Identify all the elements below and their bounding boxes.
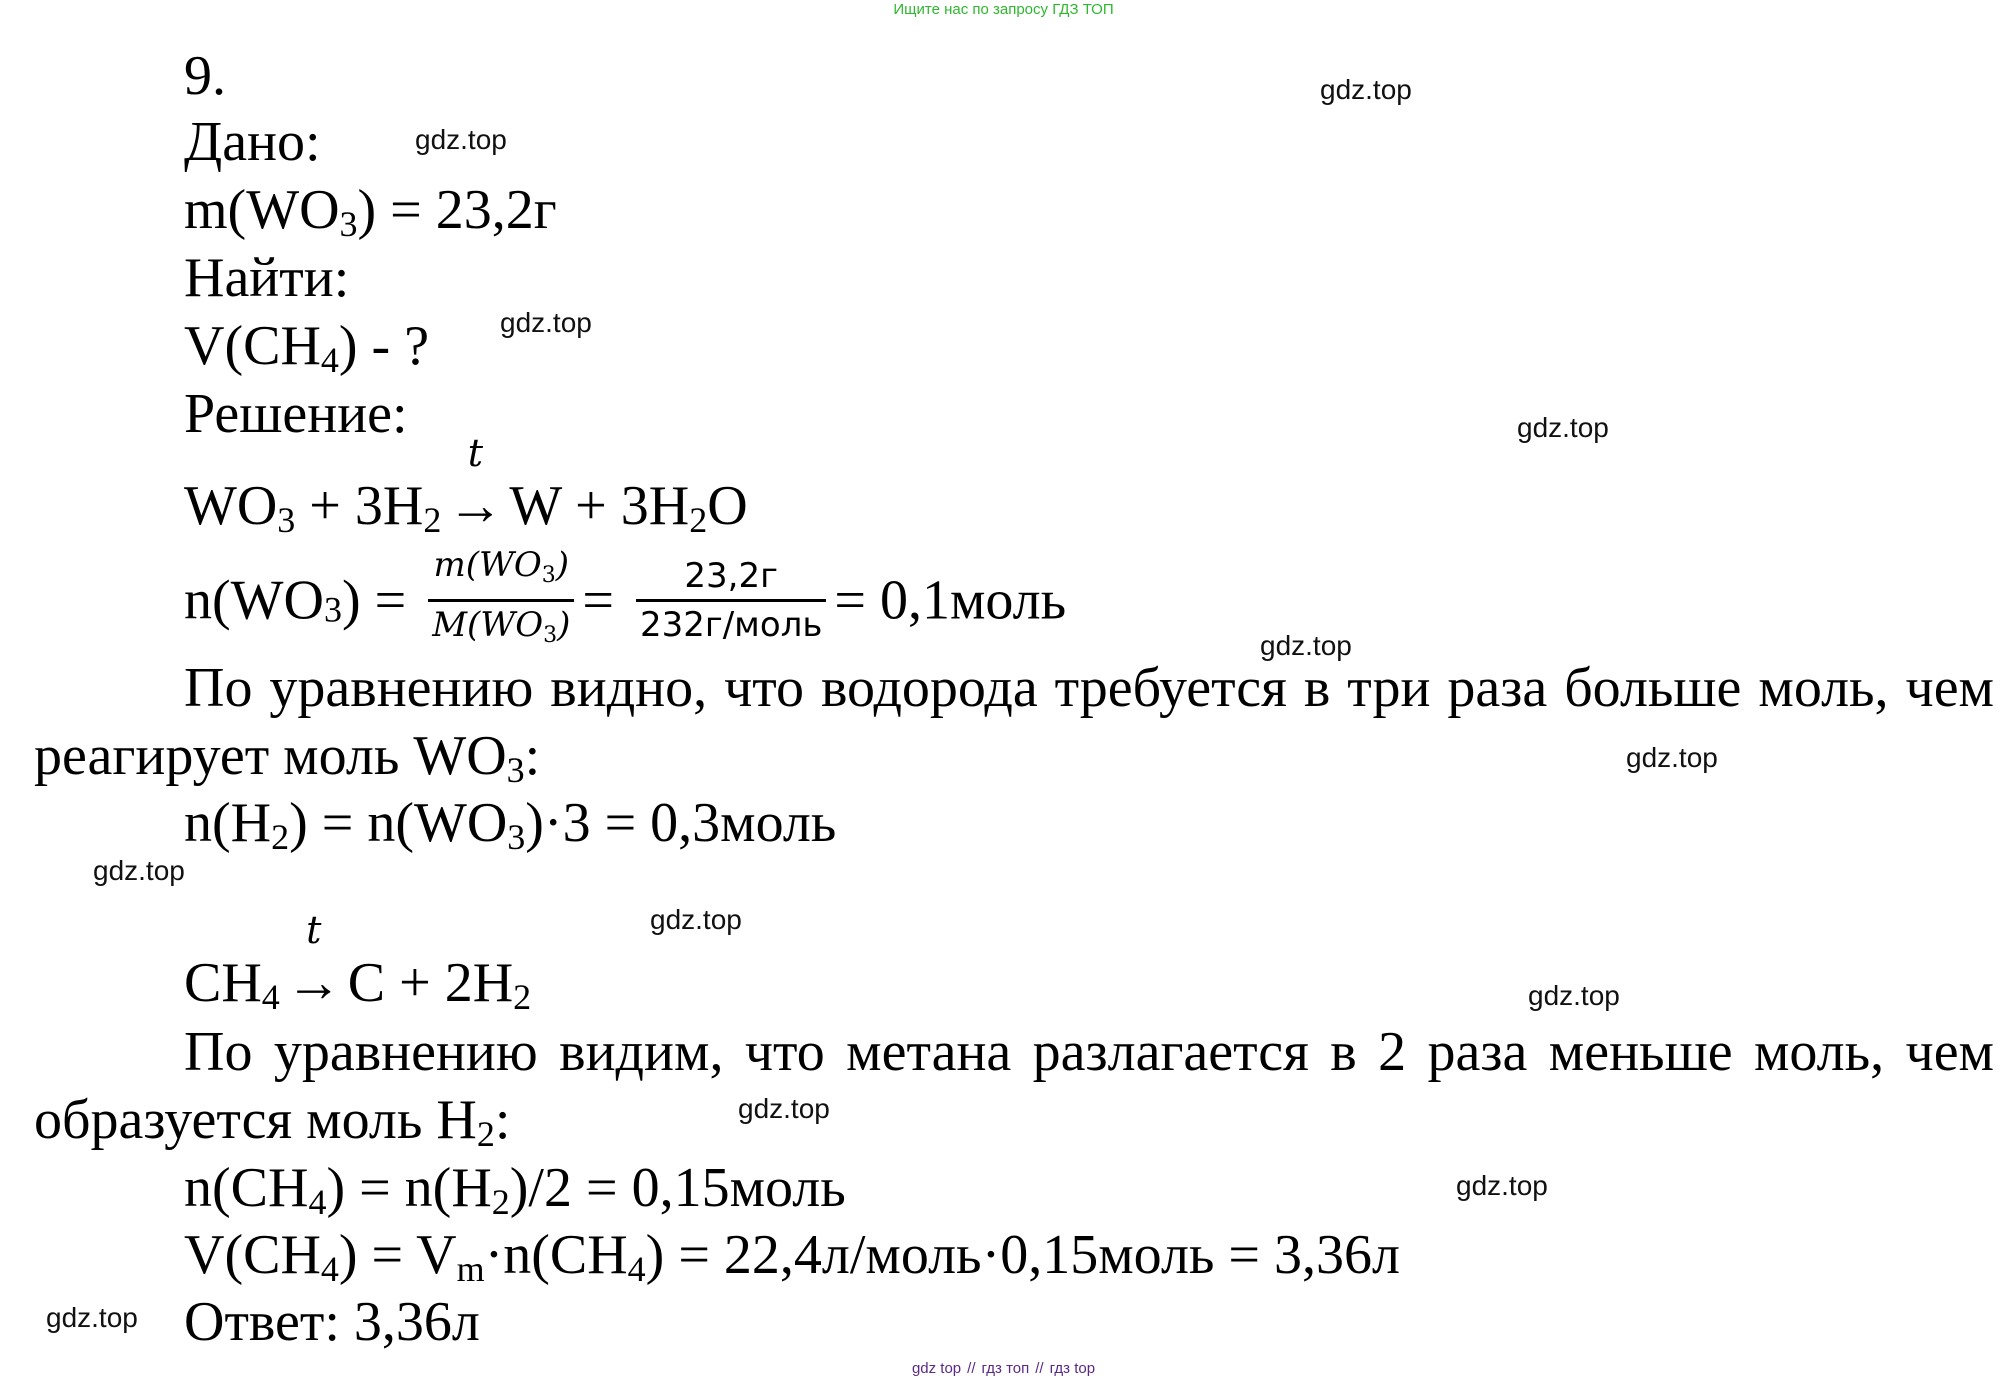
watermark: gdz.top: [415, 124, 507, 155]
explanation-paragraph-2: По уравнению видим, что метана разлагается в 2 раза меньше моль, чем образуется моль $H_2$:: [34, 1021, 1994, 1154]
calc-n-wo3: $n(WO_3)$ = $\frac{m(WO3)}{M(WO3)}$ = $\frac{23,2г}{\text{232г/моль}}$ = 0,1моль: [184, 542, 1066, 659]
footer-separator: //: [967, 1360, 976, 1377]
watermark: gdz.top: [1260, 630, 1352, 661]
fraction-values: $\frac{23,2г}{\text{232г/моль}}$: [636, 553, 826, 648]
footer-link[interactable]: гдз top: [1049, 1360, 1096, 1377]
footer-link[interactable]: гдз топ: [981, 1360, 1030, 1377]
fraction-mass-over-molar-mass: $\frac{m(WO3)}{M(WO3)}$: [428, 542, 574, 659]
calc-v-ch4: $V(CH_4) = V_m\cdot n(CH_4)$ = 22,4л/моль·0,15моль = 3,36л: [184, 1224, 1400, 1289]
condition-label: t: [467, 431, 483, 475]
answer: Ответ: 3,36л: [184, 1291, 480, 1353]
watermark: gdz.top: [1320, 74, 1412, 105]
footer-separator: //: [1035, 1360, 1044, 1377]
search-banner: Ищите нас по запросу ГДЗ ТОП: [893, 1, 1114, 18]
watermark: gdz.top: [1528, 980, 1620, 1011]
find-label: Найти:: [184, 247, 350, 309]
given-value: $m(WO_3) = 23,2г$: [184, 179, 557, 244]
solution-label: Решение:: [184, 383, 408, 445]
watermark: gdz.top: [46, 1302, 138, 1333]
watermark: gdz.top: [738, 1093, 830, 1124]
footer-link[interactable]: gdz top: [911, 1360, 962, 1377]
problem-number: 9.: [184, 45, 226, 107]
watermark: gdz.top: [1626, 742, 1718, 773]
reaction-equation-1: $WO_3 + 3H_2$ → t $W + 3H_2O$: [184, 431, 748, 540]
watermark: gdz.top: [1456, 1170, 1548, 1201]
explanation-paragraph-1: По уравнению видно, что водорода требуется в три раза больше моль, чем реагирует моль $WO_3$:: [34, 657, 1994, 790]
arrow-icon: → t: [285, 908, 342, 1014]
arrow-icon: → t: [447, 431, 504, 537]
calc-n-h2: $n(H_2) = n(WO_3)\cdot 3$ = 0,3моль: [184, 792, 837, 857]
reaction-equation-2: $CH_4$ → t $C + 2H_2$: [184, 908, 532, 1017]
find-value: $V(CH_4)$ - ?: [184, 315, 430, 380]
watermark: gdz.top: [93, 855, 185, 886]
footer-links: [0, 1360, 2007, 1377]
given-label: Дано:: [184, 111, 321, 173]
watermark: gdz.top: [500, 307, 592, 338]
watermark: gdz.top: [1517, 412, 1609, 443]
condition-label: t: [306, 908, 322, 952]
watermark: gdz.top: [650, 904, 742, 935]
calc-n-ch4: $n(CH_4) = n(H_2)/2$ = 0,15моль: [184, 1157, 846, 1222]
